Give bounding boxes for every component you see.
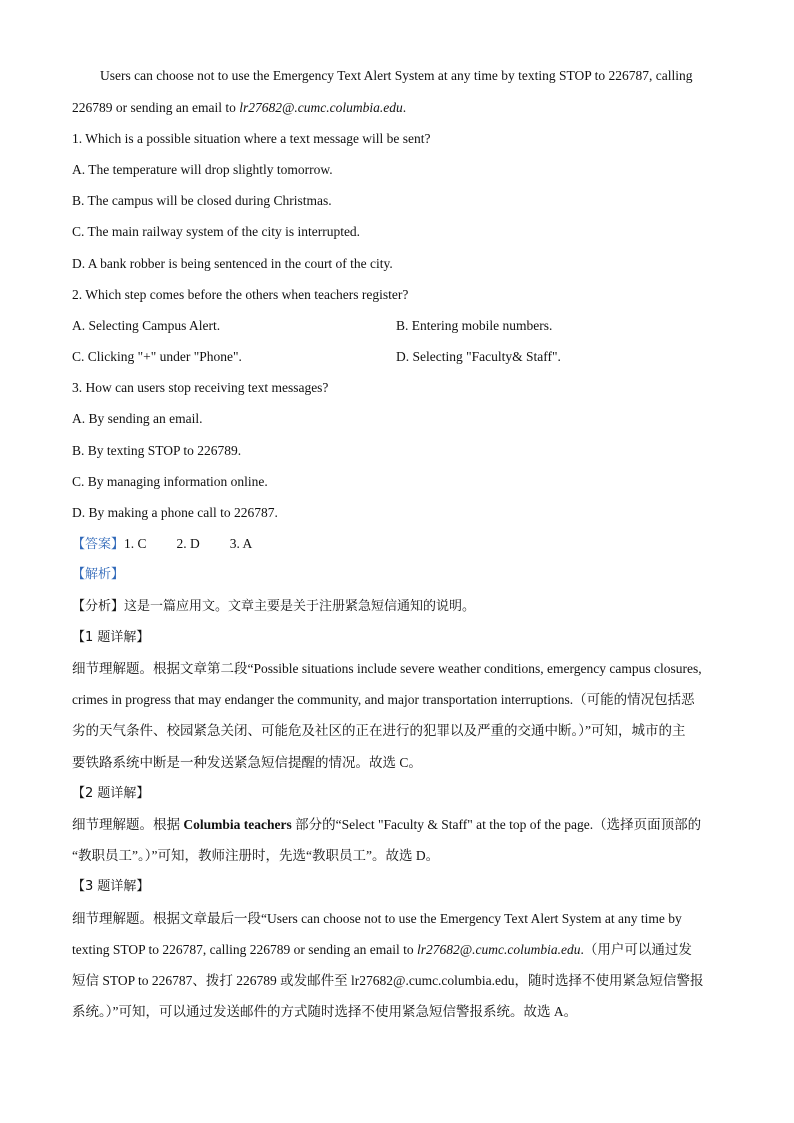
- detail-3-line-4: 系统。）”可知，可以通过发送邮件的方式随时选择不使用紧急短信警报系统。故选 A。: [72, 1004, 578, 1019]
- detail-1-line-3: 劣的天气条件、校园紧急关闭、可能危及社区的正在进行的犯罪以及严重的交通中断。）”可知，城市的主: [72, 723, 686, 738]
- detail-3-label: 【3 题详解】: [72, 879, 150, 894]
- question-1-option-a: A. The temperature will drop slightly tomorrow.: [72, 162, 333, 177]
- analysis-label: 【解析】: [72, 567, 125, 582]
- detail-3-email: lr27682@.cumc.columbia.edu: [416, 942, 581, 957]
- summary-label: 【分析】: [72, 599, 125, 614]
- detail-3-line-1: 细节理解题。根据文章最后一段“Users can choose not to use the Emergency Text Alert System at any time by: [72, 911, 682, 926]
- answer-line: [72, 535, 252, 554]
- summary-line: [72, 598, 475, 616]
- passage-text: 226789 or sending an email to: [72, 100, 240, 115]
- detail-1-line-2: crimes in progress that may endanger the community, and major transportation interruptions.（可能的情况包括恶: [72, 692, 695, 707]
- detail-2-label: 【2 题详解】: [72, 786, 150, 801]
- answer-2: 2. D: [176, 536, 200, 551]
- question-2-option-a: A. Selecting Campus Alert.: [72, 318, 221, 333]
- detail-1-line-1: 细节理解题。根据文章第二段“Possible situations include severe weather conditions, emergency campus closures,: [72, 661, 702, 676]
- detail-2-text-c: 部分的“Select "Faculty & Staff" at the top of the page.（选择页面顶部的: [291, 817, 702, 832]
- passage-line-2: [72, 99, 406, 117]
- detail-3-text-c: .（用户可以通过发: [580, 942, 692, 957]
- question-3-stem: 3. How can users stop receiving text messages?: [72, 380, 329, 395]
- detail-2-bold: Columbia teachers: [183, 817, 292, 832]
- question-1-option-b: B. The campus will be closed during Christmas.: [72, 193, 332, 208]
- detail-3-line-3: 短信 STOP to 226787、拨打 226789 或发邮件至 lr27682@.cumc.columbia.edu，随时选择不使用紧急短信警报: [72, 973, 704, 988]
- question-2-option-c: C. Clicking "+" under "Phone".: [72, 349, 242, 364]
- answer-3: 3. A: [229, 536, 253, 551]
- question-2-option-d: D. Selecting "Faculty& Staff".: [396, 349, 561, 364]
- detail-3-line-2: [72, 941, 692, 959]
- answer-1: 1. C: [124, 536, 147, 551]
- detail-1-label: 【1 题详解】: [72, 630, 150, 645]
- detail-2-line-1: [72, 816, 701, 834]
- detail-3-text-a: texting STOP to 226787, calling 226789 or sending an email to: [72, 942, 417, 957]
- summary-text: 这是一篇应用文。文章主要是关于注册紧急短信通知的说明。: [124, 599, 476, 614]
- question-3-option-c: C. By managing information online.: [72, 474, 268, 489]
- email-address: lr27682@.cumc.columbia.edu: [239, 100, 403, 115]
- question-3-option-b: B. By texting STOP to 226789.: [72, 443, 242, 458]
- detail-2-text-a: 细节理解题。根据: [72, 817, 184, 832]
- passage-end: .: [402, 100, 407, 115]
- answer-label: 【答案】: [72, 537, 125, 552]
- detail-1-line-4: 要铁路系统中断是一种发送紧急短信提醒的情况。故选 C。: [72, 755, 422, 770]
- detail-2-line-2: “教职员工”。）”可知，教师注册时，先选“教职员工”。故选 D。: [72, 848, 440, 863]
- question-1-stem: 1. Which is a possible situation where a text message will be sent?: [72, 131, 431, 146]
- question-2-option-b: B. Entering mobile numbers.: [396, 318, 553, 333]
- question-1-option-d: D. A bank robber is being sentenced in the court of the city.: [72, 256, 393, 271]
- question-3-option-d: D. By making a phone call to 226787.: [72, 505, 278, 520]
- question-2-stem: 2. Which step comes before the others when teachers register?: [72, 287, 409, 302]
- question-3-option-a: A. By sending an email.: [72, 411, 203, 426]
- passage-line-1: Users can choose not to use the Emergency Text Alert System at any time by texting STOP to 226787, calling: [100, 68, 693, 83]
- question-1-option-c: C. The main railway system of the city is interrupted.: [72, 224, 361, 239]
